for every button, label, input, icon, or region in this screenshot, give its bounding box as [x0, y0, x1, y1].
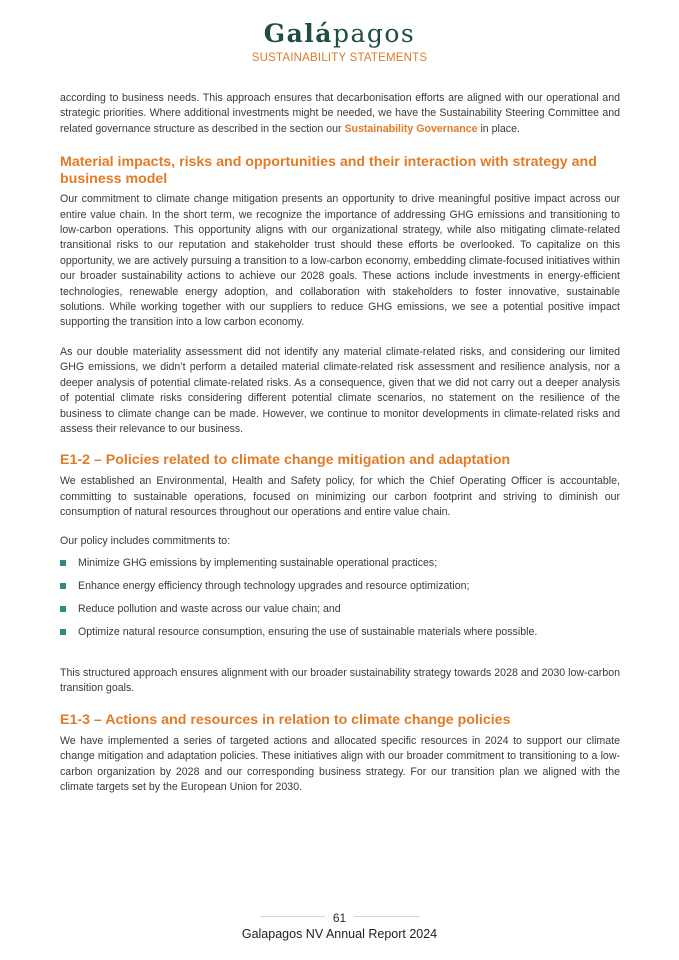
page-number: 61 [325, 911, 354, 925]
bullet-square-icon [60, 606, 66, 612]
page-content [60, 91, 620, 795]
commitments-list [60, 556, 620, 640]
bullet-square-icon [60, 629, 66, 635]
section-heading-material-impacts: Material impacts, risks and opportunities and their interaction with strategy and business model [60, 154, 597, 188]
list-item [60, 579, 620, 594]
section1-paragraph-2: As our double materiality assessment did not identify any material climate-related risks, and considering our limited GHG emissions, we didn’t perform a detailed material climate-related risk assessment and resilience analysis, nor a deeper analysis of potential climate-related risks. As a consequence, given that we did not carry out a deeper analysis of potential climate risks considering different potential climate scenarios, no statement on the resilience of the business to climate change can be made. However, we continue to monitor developments in climate-related risks and assess their relevance to our business. [60, 345, 620, 435]
section3-paragraph-1: We have implemented a series of targeted actions and allocated specific resources in 2024 to support our climate change mitigation and adaptation policies. These initiatives align with our broader commitment to transitioning to a low-carbon organization by 2028 and our corresponding business strategy. For our transition plan we aligned with the climate targets set by the European Union for 2030. [60, 734, 620, 793]
section-heading-e1-2: E1-2 – Policies related to climate change mitigation and adaptation [60, 452, 511, 469]
bullet-square-icon [60, 560, 66, 566]
intro-paragraph [60, 91, 620, 137]
list-item-text: Optimize natural resource consumption, ensuring the use of sustainable materials where possible. [78, 625, 538, 638]
list-item [60, 625, 620, 640]
list-item-text: Enhance energy efficiency through technology upgrades and resource optimization; [78, 579, 470, 592]
section-heading-e1-3: E1-3 – Actions and resources in relation to climate change policies [60, 711, 511, 728]
section2-paragraph-3: This structured approach ensures alignment with our broader sustainability strategy towards 2028 and 2030 low-carbon transition goals. [60, 666, 620, 695]
list-item [60, 602, 620, 617]
galapagos-logo [0, 20, 679, 48]
intro-text-end: in place. [477, 122, 520, 135]
page-footer [0, 909, 679, 941]
list-item [60, 556, 620, 571]
list-item-text: Minimize GHG emissions by implementing sustainable operational practices; [78, 556, 438, 569]
report-title: Galapagos NV Annual Report 2024 [241, 927, 438, 941]
footer-divider [260, 909, 420, 923]
sustainability-governance-link[interactable]: Sustainability Governance [344, 122, 478, 135]
logo-bold-part: Galá [263, 19, 333, 48]
logo-light-part: pagos [332, 19, 416, 48]
section1-paragraph-1: Our commitment to climate change mitigation presents an opportunity to drive meaningful positive impact across our entire value chain. In the short term, we recognize the importance of addressing GHG emissions and transitioning to low-carbon operations. This opportunity aligns with our organizational strategy, while also mitigating climate-related transitional risks to our reputation and stakeholder trust should these efforts be overlooked. To capitalize on this opportunity, we are actively pursuing a transition to a low-carbon economy, embedding climate-focused initiatives within our broader sustainability actions to achieve our 2028 goals. These actions include investments in energy-efficient technologies, renewable energy adoption, and collaboration with stakeholders to foster innovative, sustainable solutions. While working together with our suppliers to reduce GHG emissions, we see a potential positive impact supporting the transition into a low carbon economy. [60, 193, 620, 329]
intro-text: according to business needs. This approach ensures that decarbonisation efforts are aligned with our operational and strategic priorities. Where additional investments might be needed, we have the Sustainability Steering Committee and related governance structure as described in the section our [60, 92, 620, 135]
page-header [0, 20, 679, 64]
bullet-square-icon [60, 583, 66, 589]
section2-paragraph-1: We established an Environmental, Health and Safety policy, for which the Chief Operating Officer is accountable, committing to sustainable operations, focused on minimizing our carbon footprint and striving to diminish our consumption of natural resources throughout our operations and entire value chain. [60, 475, 620, 519]
section-subtitle: SUSTAINABILITY STATEMENTS [251, 52, 428, 64]
list-item-text: Reduce pollution and waste across our value chain; and [78, 602, 341, 615]
section2-paragraph-2: Our policy includes commitments to: [60, 534, 231, 547]
